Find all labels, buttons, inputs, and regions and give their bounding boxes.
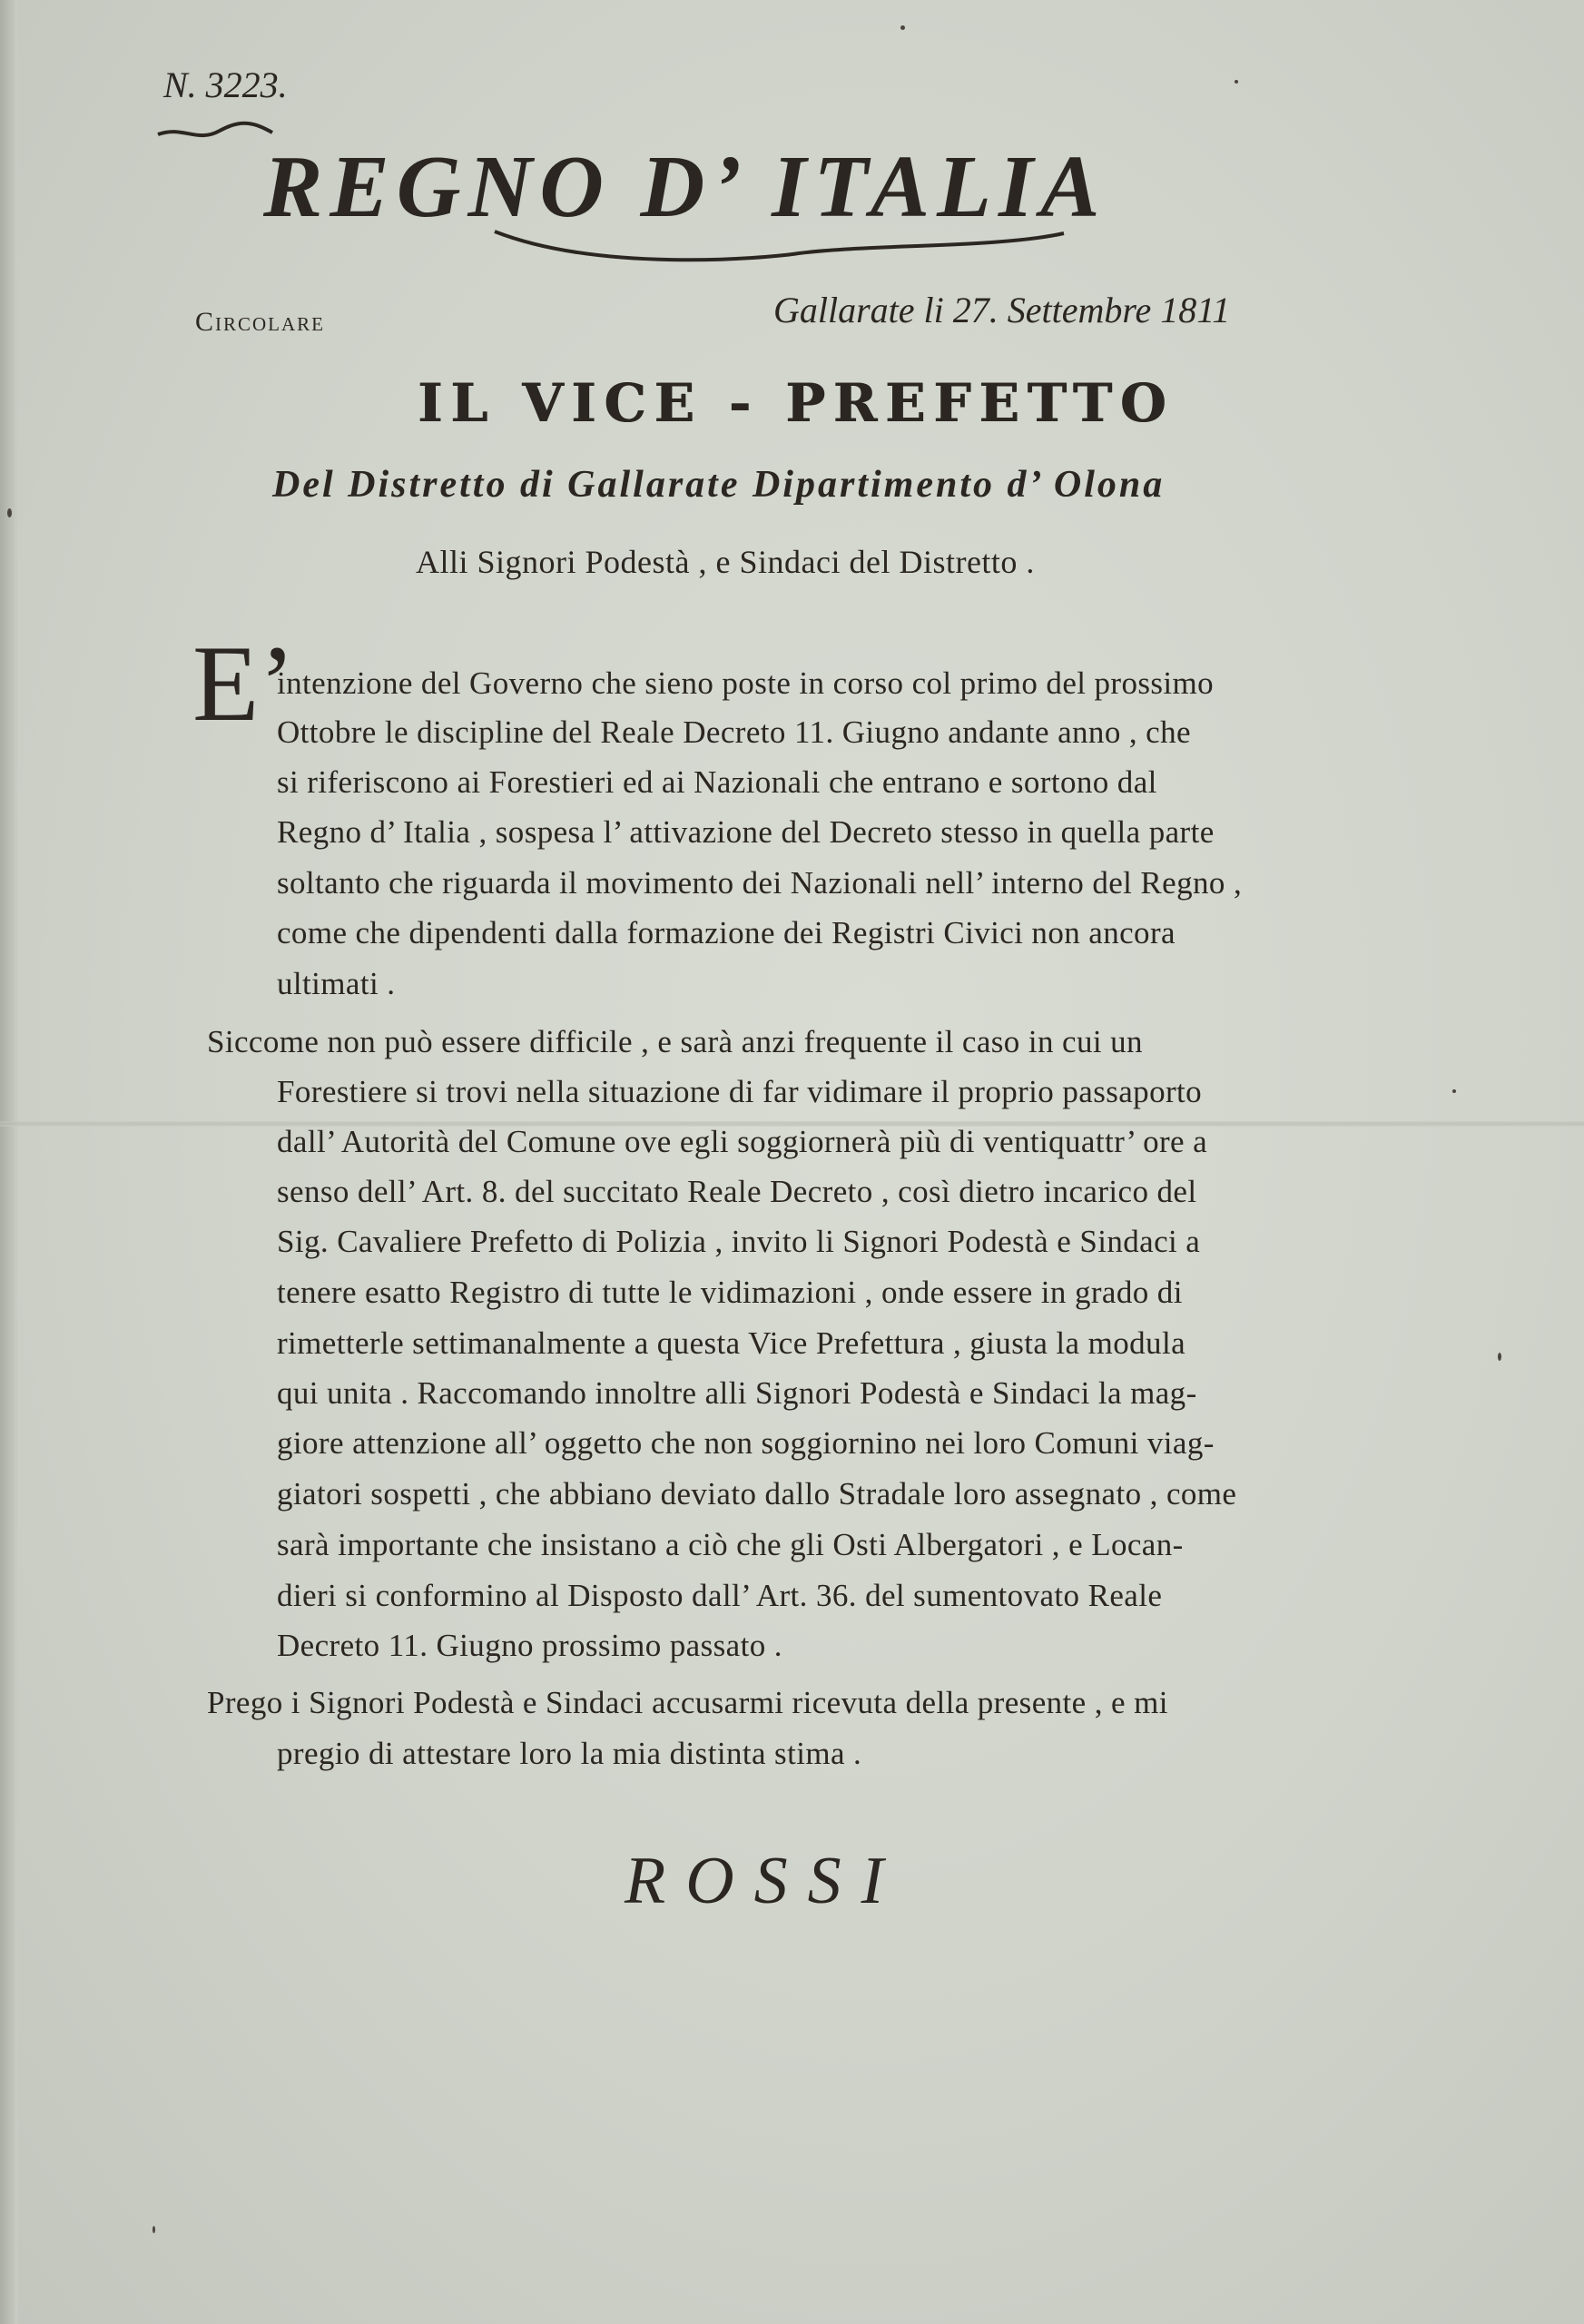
paper-speck bbox=[7, 508, 12, 517]
paper-edge bbox=[0, 0, 18, 2324]
paper-speck bbox=[152, 2226, 155, 2233]
body-line: rimetterle settimanalmente a questa Vice Prefettura , giusta la modula bbox=[277, 1325, 1186, 1361]
body-line: sarà importante che insistano a ciò che gli Osti Albergatori , e Locan- bbox=[277, 1527, 1184, 1562]
body-line: giatori sospetti , che abbiano deviato dallo Stradale loro assegnato , come bbox=[277, 1476, 1237, 1512]
drop-cap: E’ bbox=[192, 623, 296, 743]
body-line: Siccome non può essere difficile , e sarà anzi frequente il caso in cui un bbox=[207, 1024, 1143, 1059]
paper-speck bbox=[1498, 1353, 1501, 1361]
body-line: Sig. Cavaliere Prefetto di Polizia , invito li Signori Podestà e Sindaci a bbox=[277, 1224, 1201, 1259]
body-line: pregio di attestare loro la mia distinta stima . bbox=[277, 1736, 862, 1771]
body-line: senso dell’ Art. 8. del succitato Reale Decreto , così dietro incarico del bbox=[277, 1174, 1197, 1209]
body-line: Prego i Signori Podestà e Sindaci accusarmi ricevuta della presente , e mi bbox=[207, 1685, 1168, 1720]
body-line: si riferiscono ai Forestieri ed ai Nazionali che entrano e sortono dal bbox=[277, 764, 1157, 800]
body-line: intenzione del Governo che sieno poste in corso col primo del prossimo bbox=[277, 665, 1215, 701]
body-line: Decreto 11. Giugno prossimo passato . bbox=[277, 1628, 782, 1663]
flourish-ornament bbox=[156, 118, 274, 145]
paper-speck bbox=[900, 25, 905, 30]
title-underline-ornament bbox=[490, 222, 1071, 268]
document-number: N. 3223. bbox=[163, 64, 288, 105]
issuer-heading: IL VICE - PREFETTO bbox=[418, 372, 1175, 434]
body-line: come che dipendenti dalla formazione dei Registri Civici non ancora bbox=[277, 915, 1176, 950]
signature: ROSSI bbox=[625, 1844, 904, 1918]
body-line: dieri si conformino al Disposto dall’ Art. 36. del sumentovato Reale bbox=[277, 1578, 1163, 1613]
paper-speck bbox=[1235, 80, 1238, 84]
body-line: Ottobre le discipline del Reale Decreto 11. Giugno andante anno , che bbox=[277, 714, 1191, 750]
circular-label: Circolare bbox=[195, 307, 326, 337]
date-line: Gallarate li 27. Settembre 1811 bbox=[773, 290, 1231, 330]
body-line: Regno d’ Italia , sospesa l’ attivazione del Decreto stesso in quella parte bbox=[277, 814, 1215, 850]
paper-speck bbox=[1452, 1089, 1456, 1093]
address-line: Alli Signori Podestà , e Sindaci del Distretto . bbox=[416, 544, 1035, 580]
district-line: Del Distretto di Gallarate Dipartimento d’ Olona bbox=[272, 464, 1166, 506]
page-title: REGNO D’ ITALIA bbox=[263, 138, 1107, 236]
body-line: ultimati . bbox=[277, 966, 396, 1001]
body-line: tenere esatto Registro di tutte le vidimazioni , onde essere in grado di bbox=[277, 1275, 1183, 1310]
body-line: qui unita . Raccomando innoltre alli Signori Podestà e Sindaci la mag- bbox=[277, 1375, 1197, 1411]
body-line: Forestiere si trovi nella situazione di far vidimare il proprio passaporto bbox=[277, 1074, 1203, 1109]
body-line: soltanto che riguarda il movimento dei Nazionali nell’ interno del Regno , bbox=[277, 865, 1243, 901]
body-line: giore attenzione all’ oggetto che non soggiornino nei loro Comuni viag- bbox=[277, 1425, 1215, 1461]
body-line: dall’ Autorità del Comune ove egli soggiornerà più di ventiquattr’ ore a bbox=[277, 1124, 1208, 1159]
